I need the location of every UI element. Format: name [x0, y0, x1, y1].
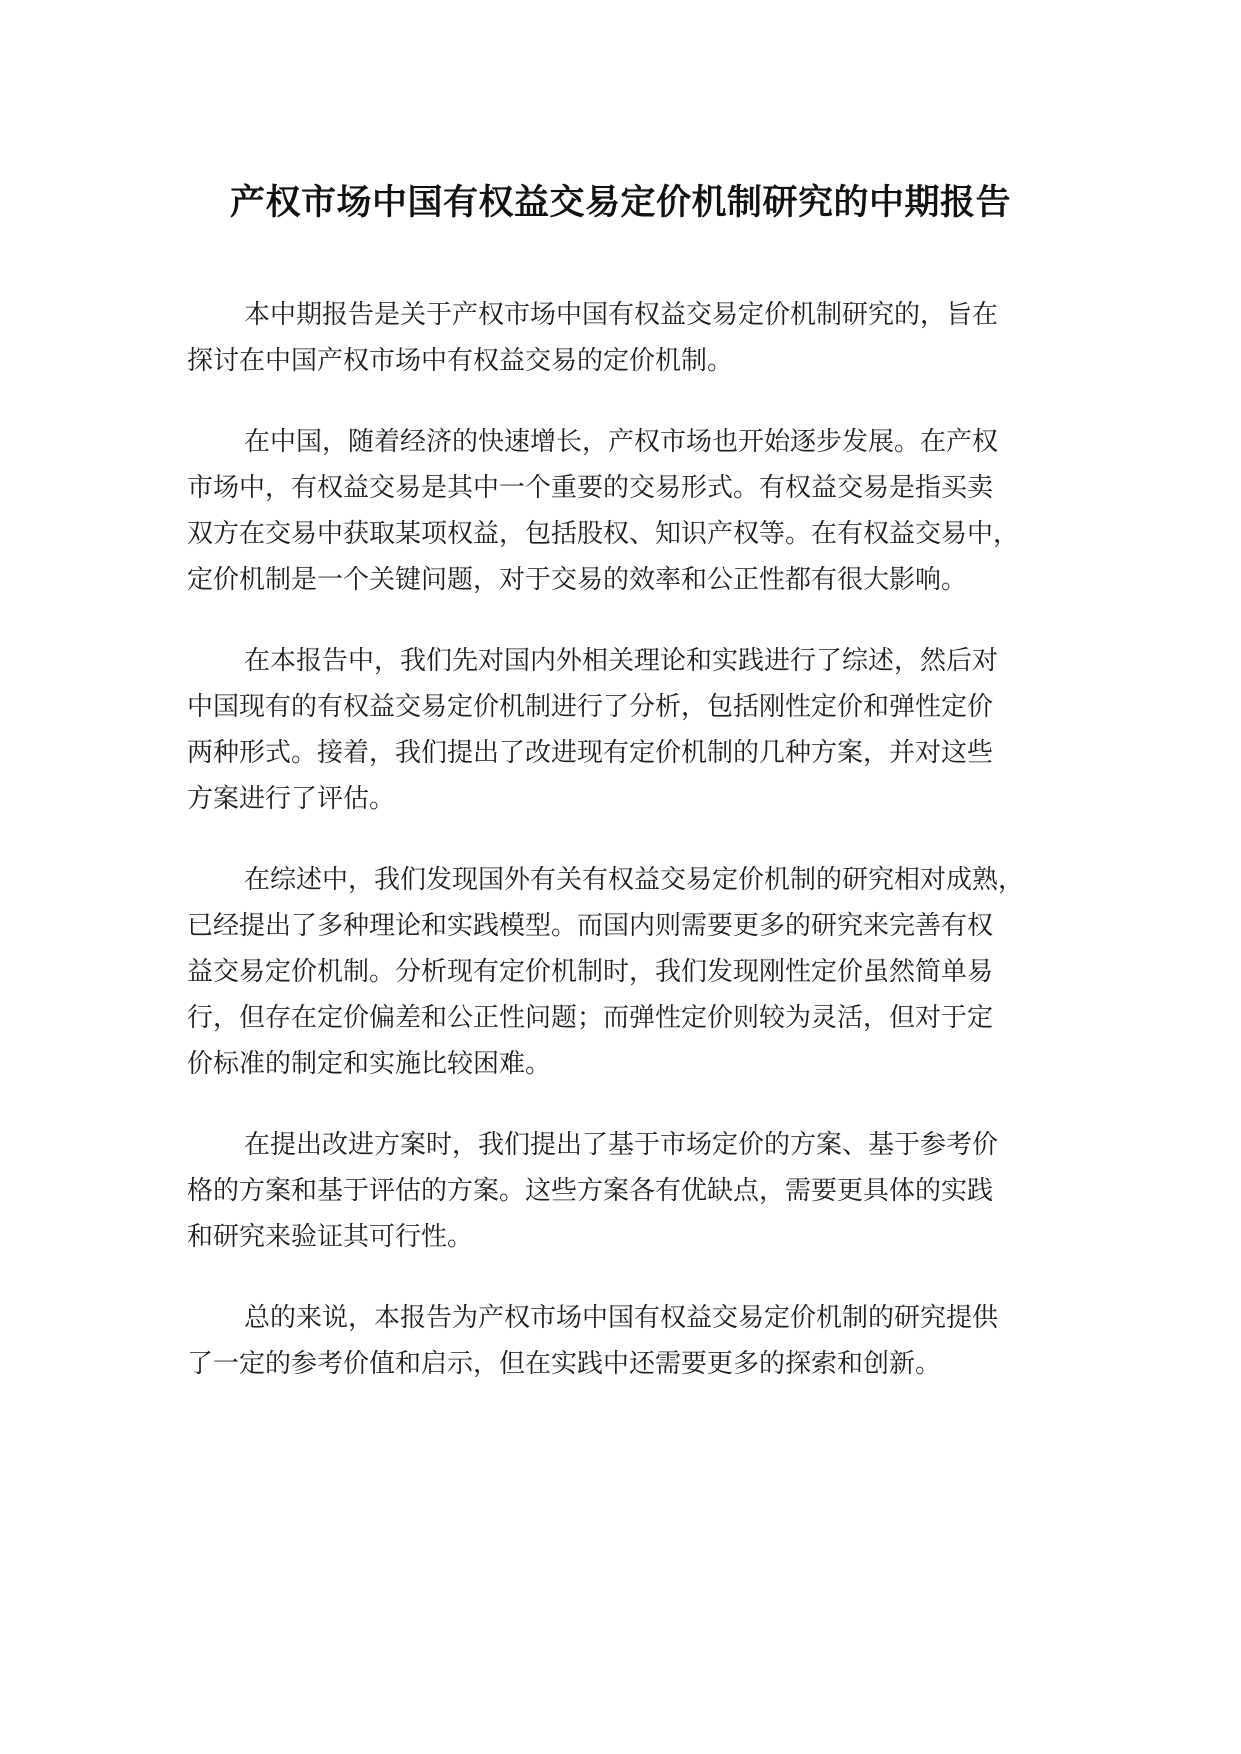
paragraph-line: 和研究来验证其可行性。: [187, 1222, 474, 1252]
document-title: 产权市场中国有权益交易定价机制研究的中期报告: [229, 183, 1011, 223]
paragraph-line: 市场中，有权益交易是其中一个重要的交易形式。有权益交易是指买卖: [187, 473, 994, 503]
paragraph-6: [187, 1295, 1053, 1387]
paragraph-line: 定价机制是一个关键问题，对于交易的效率和公正性都有很大影响。: [187, 565, 968, 595]
paragraph-5: [187, 1122, 1053, 1260]
paragraph-2: [187, 419, 1053, 603]
paragraph-3: [187, 638, 1053, 822]
paragraph-line: 行，但存在定价偏差和公正性问题；而弹性定价则较为灵活，但对于定: [187, 1003, 994, 1033]
paragraph-line: 在提出改进方案时，我们提出了基于市场定价的方案、基于参考价: [244, 1130, 999, 1160]
paragraph-line: 方案进行了评估。: [187, 784, 396, 814]
paragraph-line: 了一定的参考价值和启示，但在实践中还需要更多的探索和创新。: [187, 1349, 942, 1379]
paragraph-line: 在本报告中，我们先对国内外相关理论和实践进行了综述，然后对: [244, 646, 999, 676]
paragraph-line: 本中期报告是关于产权市场中国有权益交易定价机制研究的，旨在: [244, 300, 999, 330]
paragraph-line: 双方在交易中获取某项权益，包括股权、知识产权等。在有权益交易中，: [187, 519, 1020, 549]
paragraph-line: 格的方案和基于评估的方案。这些方案各有优缺点，需要更具体的实践: [187, 1176, 994, 1206]
paragraph-line: 在中国，随着经济的快速增长，产权市场也开始逐步发展。在产权: [244, 427, 999, 457]
paragraph-line: 在综述中，我们发现国外有关有权益交易定价机制的研究相对成熟，: [244, 865, 1025, 895]
paragraph-1: [187, 292, 1053, 384]
paragraph-line: 中国现有的有权益交易定价机制进行了分析，包括刚性定价和弹性定价: [187, 692, 994, 722]
paragraph-line: 价标准的制定和实施比较困难。: [187, 1049, 552, 1079]
document-body: [187, 292, 1053, 1422]
paragraph-line: 两种形式。接着，我们提出了改进现有定价机制的几种方案，并对这些: [187, 738, 994, 768]
paragraph-line: 探讨在中国产权市场中有权益交易的定价机制。: [187, 346, 734, 376]
paragraph-4: [187, 857, 1053, 1087]
paragraph-line: 益交易定价机制。分析现有定价机制时，我们发现刚性定价虽然简单易: [187, 957, 994, 987]
paragraph-line: 已经提出了多种理论和实践模型。而国内则需要更多的研究来完善有权: [187, 911, 994, 941]
paragraph-line: 总的来说，本报告为产权市场中国有权益交易定价机制的研究提供: [244, 1303, 999, 1333]
